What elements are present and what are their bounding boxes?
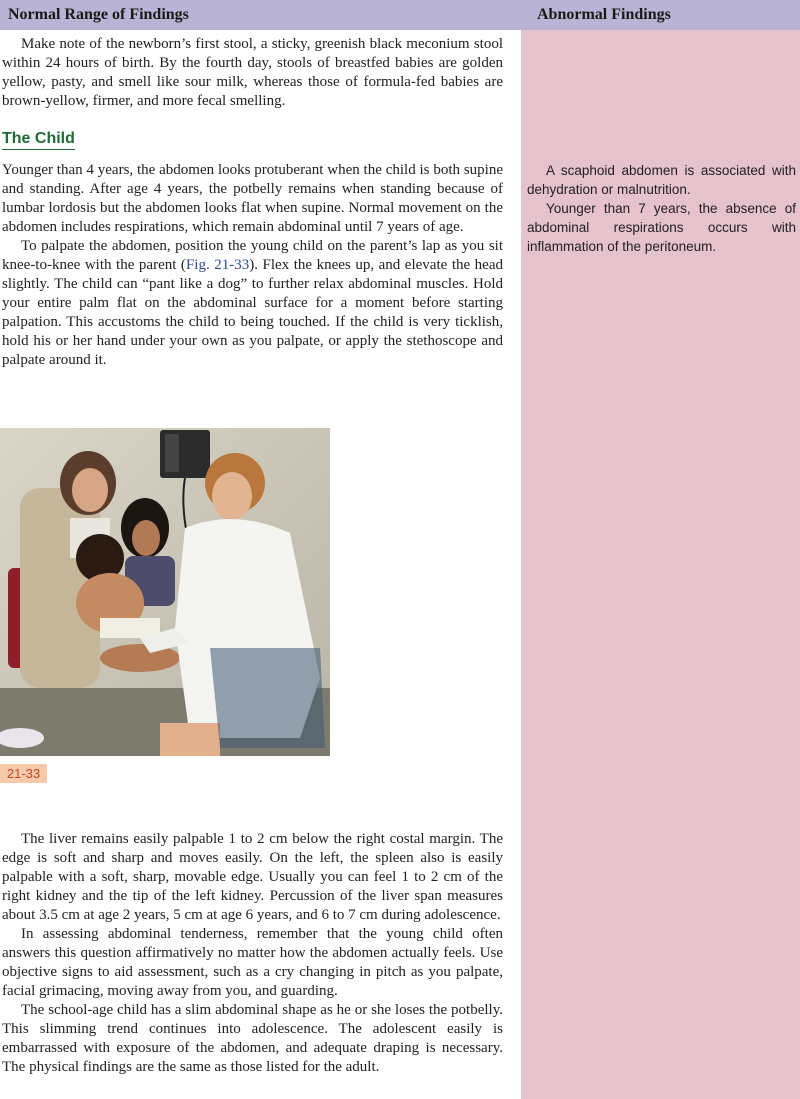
child-text-block xyxy=(2,161,503,370)
header-abnormal-title: Abnormal Findings xyxy=(537,6,671,23)
child-palpation-text-b: ). Flex the knees up, and elevate the head slightly. The child can “pant like a dog” to further relax abdominal muscles. Hold your entire palm flat on the abdominal surface for a moment before starting palpation. This accustoms the child to being touched. If the child is very ticklish, hold his or her hand under your own as you palpate, or apply the stethoscope and palpate around it. xyxy=(2,257,504,368)
liver-paragraph: The liver remains easily palpable 1 to 2 cm below the right costal margin. The edge is soft and sharp and moves easily. On the left, the spleen also is easily palpable with a soft, sharp, movable edge. Usually you can feel 1 to 2 cm of the right kidney and the tip of the left kidney. Percussion of the liver span measures about 3.5 cm at age 2 years, 5 cm at age 6 years, and 6 to 7 cm during adolescence. xyxy=(2,831,503,923)
exam-room-illustration xyxy=(0,428,330,756)
child-abdomen-paragraph: Younger than 4 years, the abdomen looks protuberant when the child is both supine and standing. After age 4 years, the potbelly remains when standing because of lumbar lordosis but the abdomen looks flat when supine. Normal movement on the abdomen includes respirations, which remain abdominal until 7 years of age. xyxy=(2,162,503,235)
abnormal-finding-scaphoid: A scaphoid abdomen is associated with dehydration or malnutrition. xyxy=(527,163,796,197)
header-normal-band xyxy=(0,0,521,30)
child-palpation-paragraph xyxy=(2,237,503,370)
header-abnormal-band xyxy=(521,0,800,30)
abnormal-finding-respirations: Younger than 7 years, the absence of abdominal respirations occurs with inflammation of the peritoneum. xyxy=(527,201,796,254)
abnormal-findings-column xyxy=(521,30,800,1099)
abnormal-findings-text xyxy=(527,161,796,256)
intro-paragraph-block xyxy=(2,35,503,111)
figure-reference-link[interactable]: Fig. 21-33 xyxy=(185,257,250,273)
newborn-stool-paragraph: Make note of the newborn’s first stool, a sticky, greenish black meconium stool within 24 hours of birth. By the fourth day, stools of breastfed babies are golden yellow, pasty, and smell like sour milk, whereas those of formula-fed babies are brown-yellow, firmer, and more fecal smelling. xyxy=(2,36,503,109)
header-normal-title: Normal Range of Findings xyxy=(8,6,189,23)
figure-label: 21-33 xyxy=(0,764,47,783)
tenderness-paragraph: In assessing abdominal tenderness, remember that the young child often answers this question affirmatively no matter how the abdomen actually feels. Use objective signs to aid assessment, such as a cry changing in pitch as you palpate, facial grimacing, moving away from you, and guarding. xyxy=(2,926,503,999)
section-heading-the-child: The Child xyxy=(2,130,75,150)
child-palpation-text-a: To palpate the abdomen, position the young child on the parent’s lap as you sit knee-to-knee with the parent ( xyxy=(2,238,503,273)
school-age-paragraph: The school-age child has a slim abdominal shape as he or she loses the potbelly. This slimming trend continues into adolescence. The adolescent easily is embarrassed with exposure of the abdomen, and adequate draping is necessary. The physical findings are the same as those listed for the adult. xyxy=(2,1002,503,1075)
lower-text-block xyxy=(2,830,503,1077)
figure-photo xyxy=(0,428,330,756)
